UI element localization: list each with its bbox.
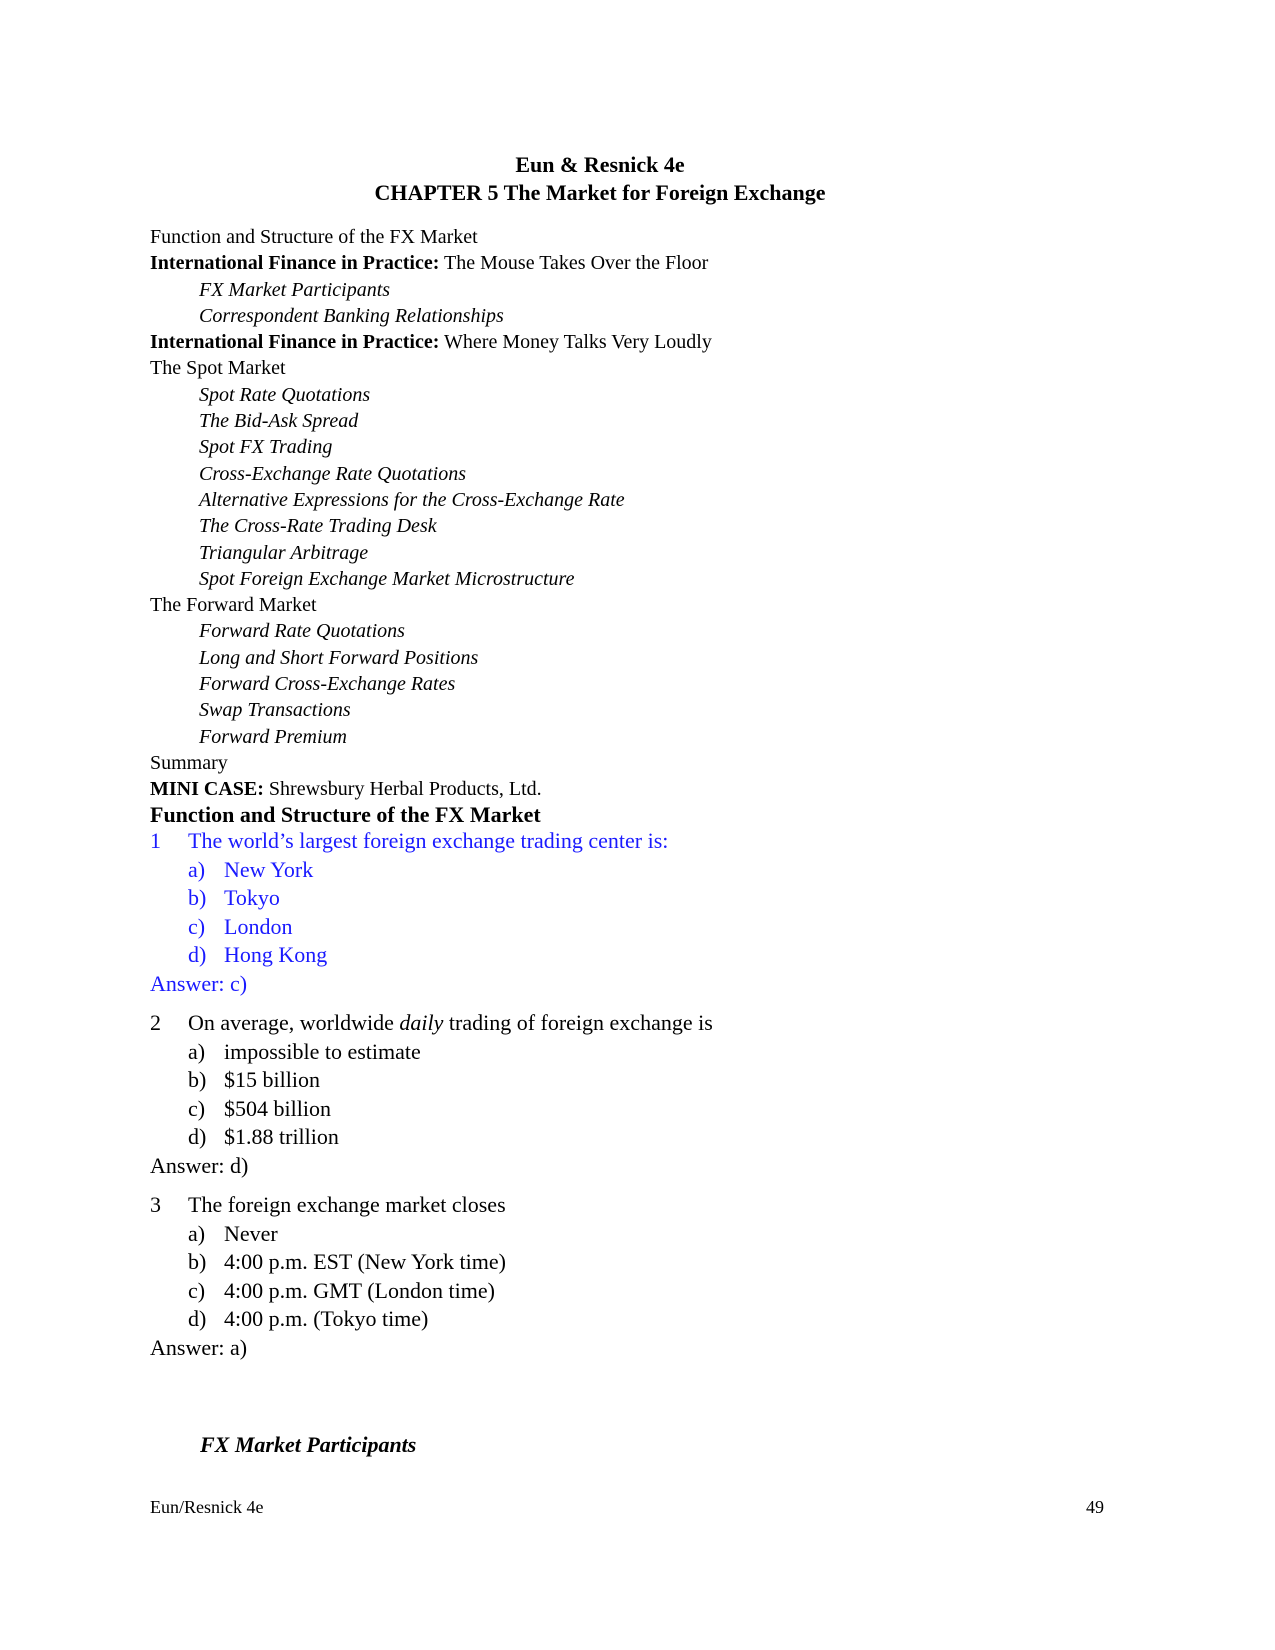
question-number: 3 bbox=[150, 1192, 161, 1217]
answer-key: Answer: a) bbox=[150, 1334, 248, 1360]
toc-item-text: Alternative Expressions for the Cross-Exchange Rate bbox=[199, 488, 625, 511]
option-text: $504 billion bbox=[224, 1095, 331, 1121]
question-number: 1 bbox=[150, 828, 161, 853]
toc-item-text: The Mouse Takes Over the Floor bbox=[439, 252, 709, 275]
toc-item bbox=[150, 513, 712, 539]
toc-item-text: The Spot Market bbox=[150, 357, 286, 380]
toc-item-text: Shrewsbury Herbal Products, Ltd. bbox=[263, 778, 542, 801]
toc-item bbox=[150, 277, 712, 303]
section-heading: Function and Structure of the FX Market bbox=[150, 802, 541, 827]
option-letter: d) bbox=[188, 1306, 207, 1331]
page-number: 49 bbox=[1086, 1497, 1104, 1517]
option-text: Never bbox=[224, 1220, 278, 1246]
toc-item-text: Long and Short Forward Positions bbox=[199, 646, 479, 669]
option-text: Hong Kong bbox=[224, 942, 328, 967]
option-letter: b) bbox=[188, 1249, 207, 1274]
toc-item bbox=[150, 408, 712, 434]
option-text: Tokyo bbox=[224, 885, 280, 910]
toc-item bbox=[150, 776, 712, 802]
answer-option bbox=[150, 1066, 713, 1095]
toc-item-text: Triangular Arbitrage bbox=[199, 541, 369, 564]
toc-item bbox=[150, 618, 712, 644]
toc-item-text: Forward Cross-Exchange Rates bbox=[199, 673, 456, 696]
question-1 bbox=[150, 827, 668, 998]
option-text: London bbox=[224, 913, 293, 939]
toc-item bbox=[150, 382, 712, 408]
option-letter: c) bbox=[188, 1277, 206, 1303]
toc-item-text: The Forward Market bbox=[150, 594, 317, 617]
toc-item-text: Function and Structure of the FX Market bbox=[150, 226, 478, 248]
question-text: The world’s largest foreign exchange trading center is: bbox=[188, 828, 669, 853]
toc-item-text: Spot Rate Quotations bbox=[199, 383, 371, 406]
toc-item-text: Summary bbox=[150, 751, 228, 774]
toc-item-text: Where Money Talks Very Loudly bbox=[439, 331, 712, 354]
question-3 bbox=[150, 1191, 506, 1362]
table-of-contents bbox=[150, 224, 712, 803]
question-text-end: trading of foreign exchange is bbox=[443, 1010, 713, 1035]
answer-option bbox=[150, 941, 668, 970]
toc-item-text: Forward Premium bbox=[199, 725, 347, 748]
toc-item bbox=[150, 461, 712, 487]
question-2 bbox=[150, 1009, 713, 1180]
toc-item bbox=[150, 434, 712, 460]
answer-option bbox=[150, 1038, 713, 1067]
option-text: 4:00 p.m. EST (New York time) bbox=[224, 1249, 506, 1274]
answer-option bbox=[150, 1220, 506, 1249]
option-text: 4:00 p.m. GMT (London time) bbox=[224, 1277, 495, 1303]
toc-item bbox=[150, 487, 712, 513]
option-letter: c) bbox=[188, 913, 206, 939]
toc-item-text: FX Market Participants bbox=[199, 278, 391, 301]
toc-item-text: Spot Foreign Exchange Market Microstructure bbox=[199, 567, 575, 590]
toc-item bbox=[150, 224, 712, 250]
toc-item-text: Correspondent Banking Relationships bbox=[199, 304, 504, 327]
toc-item bbox=[150, 671, 712, 697]
toc-item bbox=[150, 724, 712, 750]
answer-option bbox=[150, 1248, 506, 1277]
option-text: $15 billion bbox=[224, 1067, 320, 1092]
toc-item bbox=[150, 355, 712, 381]
toc-item bbox=[150, 250, 712, 276]
question-number: 2 bbox=[150, 1010, 161, 1035]
subsection-heading: FX Market Participants bbox=[200, 1432, 417, 1457]
toc-item bbox=[150, 540, 712, 566]
answer-option bbox=[150, 913, 668, 942]
toc-item-label: International Finance in Practice: bbox=[150, 331, 440, 354]
option-text: $1.88 trillion bbox=[224, 1124, 339, 1149]
toc-item bbox=[150, 329, 712, 355]
question-text: The foreign exchange market closes bbox=[188, 1192, 506, 1217]
option-letter: a) bbox=[188, 856, 206, 882]
toc-item bbox=[150, 750, 712, 776]
option-text: 4:00 p.m. (Tokyo time) bbox=[224, 1306, 429, 1331]
question-emphasis: daily bbox=[399, 1010, 444, 1035]
toc-item bbox=[150, 566, 712, 592]
answer-option bbox=[150, 1305, 506, 1334]
toc-item-text: The Bid-Ask Spread bbox=[199, 410, 359, 433]
option-letter: a) bbox=[188, 1220, 206, 1246]
option-letter: b) bbox=[188, 885, 207, 910]
toc-item-text: Spot FX Trading bbox=[199, 436, 333, 459]
toc-item bbox=[150, 303, 712, 329]
toc-item-text: Cross-Exchange Rate Quotations bbox=[199, 462, 467, 485]
toc-item bbox=[150, 592, 712, 618]
option-text: impossible to estimate bbox=[224, 1038, 421, 1064]
answer-option bbox=[150, 1123, 713, 1152]
toc-item bbox=[150, 697, 712, 723]
option-text: New York bbox=[224, 856, 314, 882]
footer-left: Eun/Resnick 4e bbox=[150, 1497, 264, 1517]
answer-key: Answer: c) bbox=[150, 970, 248, 996]
question-stem bbox=[150, 1191, 506, 1220]
option-letter: a) bbox=[188, 1038, 206, 1064]
answer-option bbox=[150, 1277, 506, 1306]
toc-item-label: International Finance in Practice: bbox=[150, 252, 440, 275]
toc-item-text: Forward Rate Quotations bbox=[199, 620, 405, 643]
toc-item bbox=[150, 645, 712, 671]
option-letter: d) bbox=[188, 942, 207, 967]
toc-item-label: MINI CASE: bbox=[150, 778, 264, 801]
question-stem bbox=[150, 1009, 713, 1038]
option-letter: d) bbox=[188, 1124, 207, 1149]
question-stem bbox=[150, 827, 668, 856]
question-text: On average, worldwide bbox=[188, 1010, 400, 1035]
answer-option bbox=[150, 1095, 713, 1124]
doc-title: Eun & Resnick 4e bbox=[515, 152, 685, 177]
toc-item-text: The Cross-Rate Trading Desk bbox=[199, 515, 437, 538]
option-letter: c) bbox=[188, 1095, 206, 1121]
chapter-title: CHAPTER 5 The Market for Foreign Exchange bbox=[374, 180, 826, 205]
option-letter: b) bbox=[188, 1067, 207, 1092]
answer-option bbox=[150, 856, 668, 885]
answer-option bbox=[150, 884, 668, 913]
answer-key: Answer: d) bbox=[150, 1152, 249, 1178]
toc-item-text: Swap Transactions bbox=[199, 699, 351, 722]
